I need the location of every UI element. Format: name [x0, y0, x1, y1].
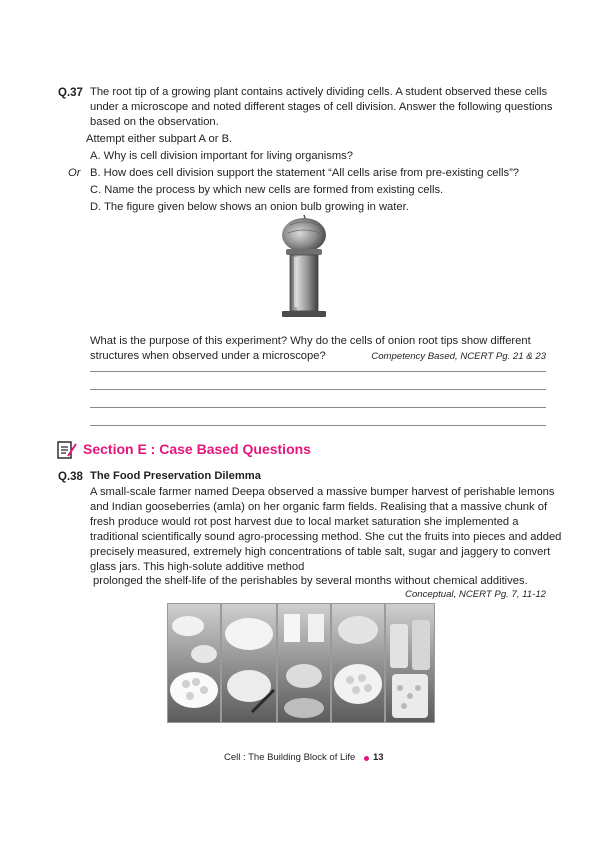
q37-reference: Competency Based, NCERT Pg. 21 & 23: [371, 351, 546, 362]
footer-bullet-icon: [364, 756, 369, 761]
preserve-jars-photo: [385, 603, 435, 723]
q38-body-line-3: fresh produce would rot post harvest due to local market saturation she implemented a: [90, 516, 519, 528]
answer-line: [90, 371, 546, 372]
question-number: Q.38: [58, 471, 83, 483]
q37-intro-line-3: based on the observation.: [90, 116, 219, 128]
question-number: Q.37: [58, 87, 83, 99]
q38-body-line-4: traditional scientifically sound agro-processing method. She cut the fruits into pieces and added: [90, 531, 562, 543]
q37-intro-line-2: under a microscope and noted different stages of cell division. Answer the following questions: [90, 101, 553, 113]
footer-chapter-title: Cell : The Building Block of Life: [224, 752, 356, 763]
answer-line: [90, 425, 546, 426]
q38-title: The Food Preservation Dilemma: [90, 470, 261, 482]
q37-part-d: D. The figure given below shows an onion bulb growing in water.: [90, 201, 409, 213]
q37-attempt-instruction: Attempt either subpart A or B.: [86, 133, 233, 145]
q37-part-a: A. Why is cell division important for living organisms?: [90, 150, 353, 162]
q37-question-line-2: structures when observed under a microscope?: [90, 350, 326, 362]
q38-body-line-5: precisely measured, extremely high concentrations of table salt, sugar and jaggery to convert: [90, 546, 551, 558]
q37-intro-line-1: The root tip of a growing plant contains actively dividing cells. A student observed these cells: [90, 86, 548, 98]
page-number: 13: [373, 752, 384, 763]
or-label: Or: [68, 167, 81, 179]
cut-fruit-pieces-photo: [221, 603, 277, 723]
q38-body-line-2: and Indian gooseberries (amla) on her organic farm fields. Realising that a massive chunk of: [90, 501, 548, 513]
q37-question-line-1: What is the purpose of this experiment? Why do the cells of onion root tips show different: [90, 335, 531, 347]
answer-line: [90, 407, 546, 408]
notepad-pencil-icon: [56, 440, 78, 460]
onion-bulb-jar-figure: [268, 213, 340, 319]
bowls-of-amla-in-brine-photo: [331, 603, 385, 723]
q37-part-c: C. Name the process by which new cells are formed from existing cells.: [90, 184, 444, 196]
glasses-of-liquid-photo: [277, 603, 331, 723]
q37-part-b: B. How does cell division support the statement “All cells arise from pre-existing cells”?: [90, 167, 520, 179]
section-title: Section E : Case Based Questions: [83, 441, 311, 457]
q38-reference: Conceptual, NCERT Pg. 7, 11-12: [405, 589, 546, 600]
q38-body-line-6: glass jars. This high-solute additive method: [90, 561, 305, 573]
answer-line: [90, 389, 546, 390]
q38-body-line-1: A small-scale farmer named Deepa observed a massive bumper harvest of perishable lemons: [90, 486, 555, 498]
q38-continuation: prolonged the shelf-life of the perishables by several months without chemical additives.: [93, 575, 528, 587]
bowls-of-amla-photo: [167, 603, 221, 723]
